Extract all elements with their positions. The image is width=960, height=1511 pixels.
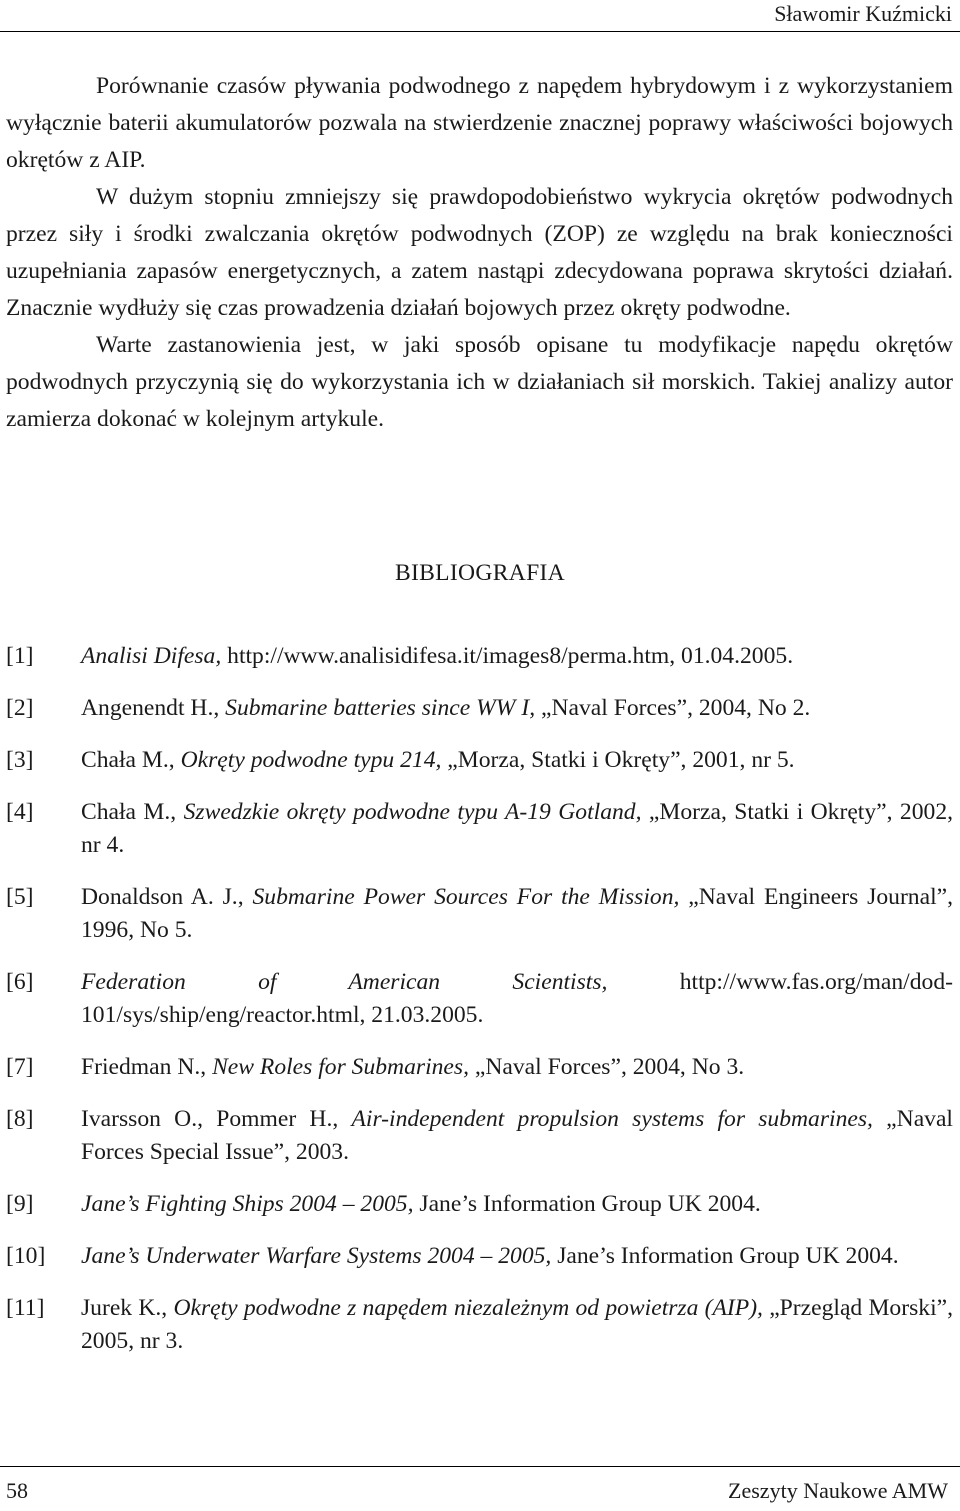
journal-name: Zeszyty Naukowe AMW [728,1478,948,1503]
reference-number: [4] [6,799,34,825]
reference-author: Angenendt H., [81,695,226,721]
reference-number: [1] [6,643,34,669]
reference-item [6,692,953,725]
reference-number: [5] [6,884,34,910]
reference-details: „Naval Engineers Journal”, 1996, No 5. [81,884,954,943]
reference-item [6,1103,953,1169]
reference-author: Friedman N., [81,1054,213,1080]
reference-details: „Morza, Statki i Okręty”, 2002, nr 4. [81,799,954,858]
reference-item [6,640,953,673]
reference-item [6,1240,953,1273]
reference-title: Analisi Difesa, [81,643,222,669]
paragraph: Porównanie czasów pływania podwodnego z napędem hybrydowym i z wykorzystaniem wyłącznie baterii akumulatorów pozwala na stwierdzenie znacznej poprawy właściwości bojowych okrętów z AIP. [6,73,953,173]
reference-item [6,796,953,862]
reference-details: „Naval Forces”, 2004, No 2. [535,695,811,721]
reference-author: Ivarsson O., Pommer H., [81,1106,352,1132]
running-head-author: Sławomir Kuźmicki [774,1,952,26]
reference-number: [10] [6,1243,46,1269]
reference-details: „Naval Forces”, 2004, No 3. [468,1054,745,1080]
reference-title: Submarine Power Sources For the Mission, [252,884,680,910]
reference-item [6,744,953,777]
reference-item [6,881,953,947]
reference-number: [6] [6,969,34,995]
reference-number: [2] [6,695,34,721]
reference-title: Jane’s Underwater Warfare Systems 2004 – 2005, [81,1243,552,1269]
reference-number: [3] [6,747,34,773]
article-body [6,68,953,438]
paragraph: Warte zastanowienia jest, w jaki sposób opisane tu modyfikacje napędu okrętów podwodnych przyczynią się do wykorzystania ich w działaniach sił morskich. Takiej analizy autor zamierza dokonać w kolejnym artykule. [6,332,953,432]
reference-item [6,966,953,1032]
footer-rule [0,1466,960,1467]
reference-number: [8] [6,1106,34,1132]
reference-author: Chała M., [81,799,184,825]
reference-details: „Naval Forces Special Issue”, 2003. [81,1106,953,1165]
reference-author: Chała M., [81,747,181,773]
reference-title: Air-independent propulsion systems for submarines, [351,1106,873,1132]
reference-details: Jane’s Information Group UK 2004. [413,1191,761,1217]
reference-title: Federation of American Scientists, [81,969,608,995]
bibliography-list [6,640,953,1377]
reference-details: http://www.fas.org/man/dod-101/sys/ship/eng/reactor.html, 21.03.2005. [81,969,953,1028]
reference-author: Jurek K., [81,1295,174,1321]
reference-title: New Roles for Submarines, [212,1054,469,1080]
reference-title: Szwedzkie okręty podwodne typu A-19 Gotland, [183,799,642,825]
running-head [0,0,960,32]
reference-item [6,1051,953,1084]
reference-details: „Przegląd Morski”, 2005, nr 3. [81,1295,953,1354]
paragraph: W dużym stopniu zmniejszy się prawdopodobieństwo wykrycia okrętów podwodnych przez siły i środki zwalczania okrętów podwodnych (ZOP) ze względu na brak konieczności uzupełniania zapasów energetycznych, a zatem nastąpi zdecydowana poprawa skrytości działań. Znacznie wydłuży się czas prowadzenia działań bojowych przez okręty podwodne. [6,184,953,321]
reference-item [6,1292,953,1358]
reference-number: [7] [6,1054,34,1080]
reference-number: [11] [6,1295,45,1321]
page-number: 58 [6,1478,28,1503]
reference-item [6,1188,953,1221]
reference-title: Jane’s Fighting Ships 2004 – 2005, [81,1191,414,1217]
reference-author: Donaldson A. J., [81,884,253,910]
reference-number: [9] [6,1191,34,1217]
bibliography-heading: BIBLIOGRAFIA [394,560,566,586]
reference-details: „Morza, Statki i Okręty”, 2001, nr 5. [441,747,795,773]
reference-details: http://www.analisidifesa.it/images8/perma.htm, 01.04.2005. [221,643,794,669]
reference-title: Okręty podwodne z napędem niezależnym od powietrza (AIP), [173,1295,763,1321]
reference-details: Jane’s Information Group UK 2004. [551,1243,899,1269]
reference-title: Submarine batteries since WW I, [225,695,536,721]
reference-title: Okręty podwodne typu 214, [180,747,442,773]
